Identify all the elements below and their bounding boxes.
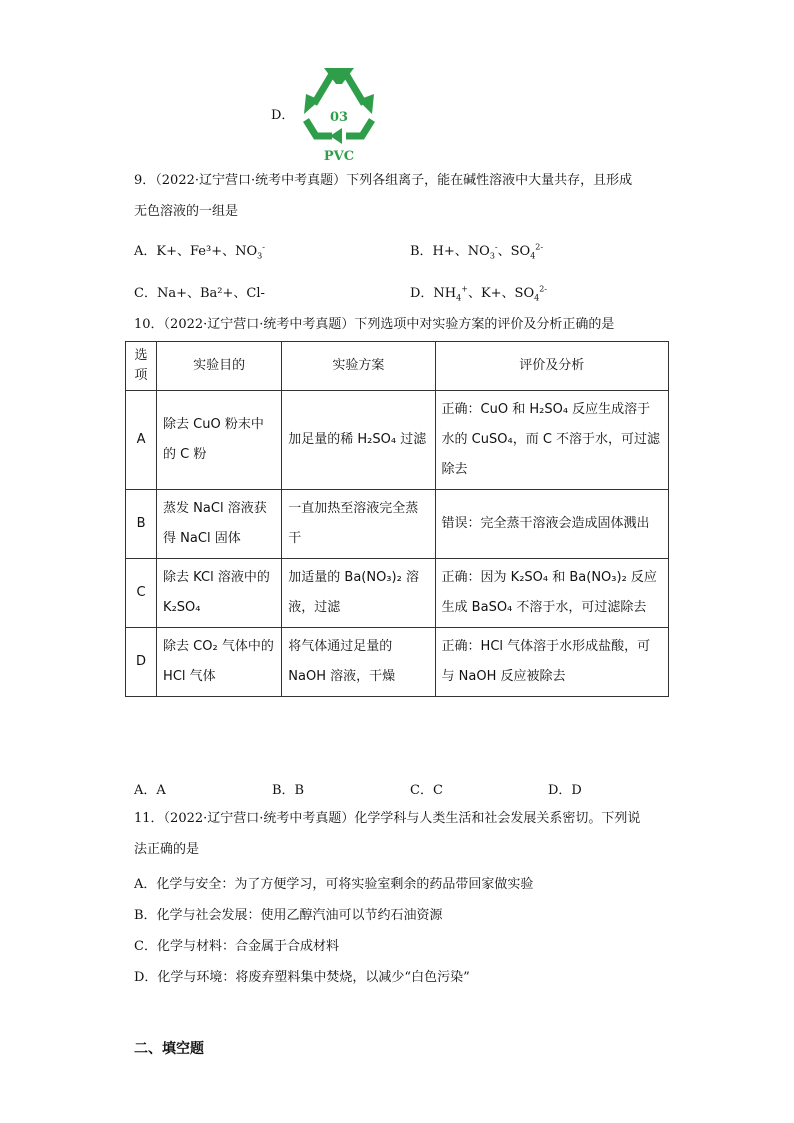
q9-option-c[interactable]: C．Na+、Ba²+、Cl- bbox=[134, 286, 265, 301]
table-row: D 除去 CO₂ 气体中的 HCl 气体 将气体通过足量的 NaOH 溶液，干燥 正确：HCl 气体溶于水形成盐酸，可与 NaOH 反应被除去 bbox=[126, 628, 669, 697]
q10-answer-a[interactable]: A．A bbox=[134, 783, 166, 798]
header-option: 选项 bbox=[126, 342, 157, 391]
q10-answer-b[interactable]: B．B bbox=[272, 783, 305, 798]
header-goal: 实验目的 bbox=[157, 342, 282, 391]
q11-option-b[interactable]: B．化学与社会发展：使用乙醇汽油可以节约石油资源 bbox=[134, 908, 443, 923]
recycle-name: PVC bbox=[323, 149, 355, 164]
section-title: 二、填空题 bbox=[134, 1041, 204, 1057]
q9-option-a[interactable]: A．K+、Fe³+、$NO_3^-$ bbox=[134, 242, 265, 261]
table-row: A 除去 CuO 粉末中的 C 粉 加足量的稀 H₂SO₄ 过滤 正确：CuO 和 H₂SO₄ 反应生成溶于水的 CuSO₄，而 C 不溶于水，可过滤除去 bbox=[126, 391, 669, 490]
q9-stem-line2: 无色溶液的一组是 bbox=[134, 204, 239, 219]
table-header-row bbox=[126, 342, 669, 391]
q10-stem: 10．（2022·辽宁营口·统考中考真题）下列选项中对实验方案的评价及分析正确的是 bbox=[134, 317, 615, 332]
q9-option-d[interactable]: D．$NH_4^+$、K+、$SO_4^{2-}$ bbox=[410, 284, 547, 303]
q11-option-d[interactable]: D．化学与环境：将废弃塑料集中焚烧，以减少“白色污染” bbox=[134, 970, 470, 985]
recycle-code: 03 bbox=[329, 110, 349, 125]
header-plan: 实验方案 bbox=[282, 342, 435, 391]
q10-answer-c[interactable]: C．C bbox=[410, 783, 443, 798]
pvc-recycle-icon bbox=[294, 64, 384, 164]
q11-option-a[interactable]: A．化学与安全：为了方便学习，可将实验室剩余的药品带回家做实验 bbox=[134, 877, 534, 892]
option-d-letter: D． bbox=[271, 108, 295, 123]
table-row: B 蒸发 NaCl 溶液获得 NaCl 固体 一直加热至溶液完全蒸干 错误：完全蒸干溶液会造成固体溅出 bbox=[126, 490, 669, 559]
q10-answer-d[interactable]: D．D bbox=[548, 783, 582, 798]
q9-stem-line1: 9．（2022·辽宁营口·统考中考真题）下列各组离子，能在碱性溶液中大量共存，且形成 bbox=[134, 173, 633, 188]
q9-option-b[interactable]: B．H+、$NO_3^-$、$SO_4^{2-}$ bbox=[410, 242, 544, 261]
q11-stem-line1: 11．（2022·辽宁营口·统考中考真题）化学学科与人类生活和社会发展关系密切。下列说 bbox=[134, 811, 641, 826]
table-row: C 除去 KCl 溶液中的 K₂SO₄ 加适量的 Ba(NO₃)₂ 溶液，过滤 正确：因为 K₂SO₄ 和 Ba(NO₃)₂ 反应生成 BaSO₄ 不溶于水，可过滤除去 bbox=[126, 559, 669, 628]
q11-stem-line2: 法正确的是 bbox=[134, 842, 200, 857]
experiment-table bbox=[125, 341, 669, 697]
header-eval: 评价及分析 bbox=[435, 342, 668, 391]
q11-option-c[interactable]: C．化学与材料：合金属于合成材料 bbox=[134, 939, 339, 954]
